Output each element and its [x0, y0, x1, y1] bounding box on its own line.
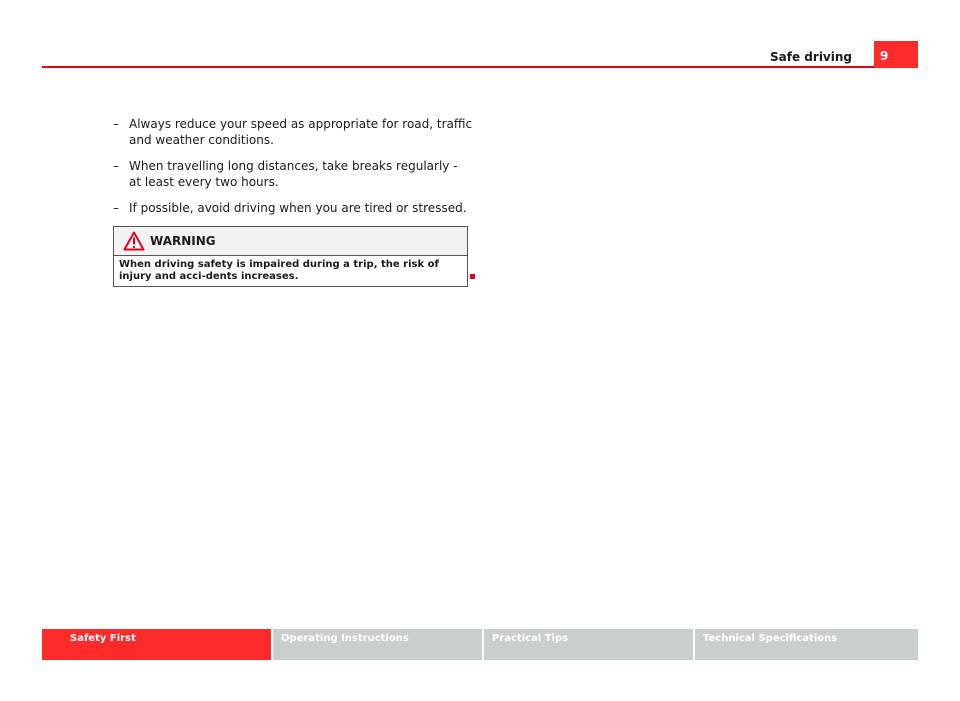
warning-header: [114, 227, 467, 256]
footer-nav: [42, 629, 918, 660]
footer-tab-operating-instructions[interactable]: Operating Instructions: [273, 629, 482, 660]
list-item: [113, 116, 473, 148]
list-item-text: Always reduce your speed as appropriate for road, traffic and weather conditions.: [129, 117, 473, 147]
footer-tab-safety-first[interactable]: Safety First: [42, 629, 271, 660]
warning-title: WARNING: [150, 234, 216, 248]
list-item: [113, 200, 473, 216]
page-number: 9: [874, 41, 918, 68]
list-item: [113, 158, 473, 190]
warning-triangle-icon: [123, 231, 145, 251]
footer-tab-practical-tips[interactable]: Practical Tips: [484, 629, 693, 660]
list-item-text: If possible, avoid driving when you are tired or stressed.: [129, 201, 467, 215]
warning-box: [113, 226, 468, 287]
bullet-dash: –: [113, 201, 119, 215]
warning-text: When driving safety is impaired during a trip, the risk of injury and acci-dents increases.: [119, 259, 439, 282]
bullet-dash: –: [113, 159, 119, 173]
section-end-marker: [470, 274, 475, 279]
bullet-list: [113, 116, 473, 226]
footer-tab-technical-specifications[interactable]: Technical Specifications: [695, 629, 918, 660]
header-rule: [42, 66, 918, 68]
section-title: Safe driving: [770, 50, 852, 64]
bullet-dash: –: [113, 117, 119, 131]
list-item-text: When travelling long distances, take breaks regularly - at least every two hours.: [129, 159, 458, 189]
